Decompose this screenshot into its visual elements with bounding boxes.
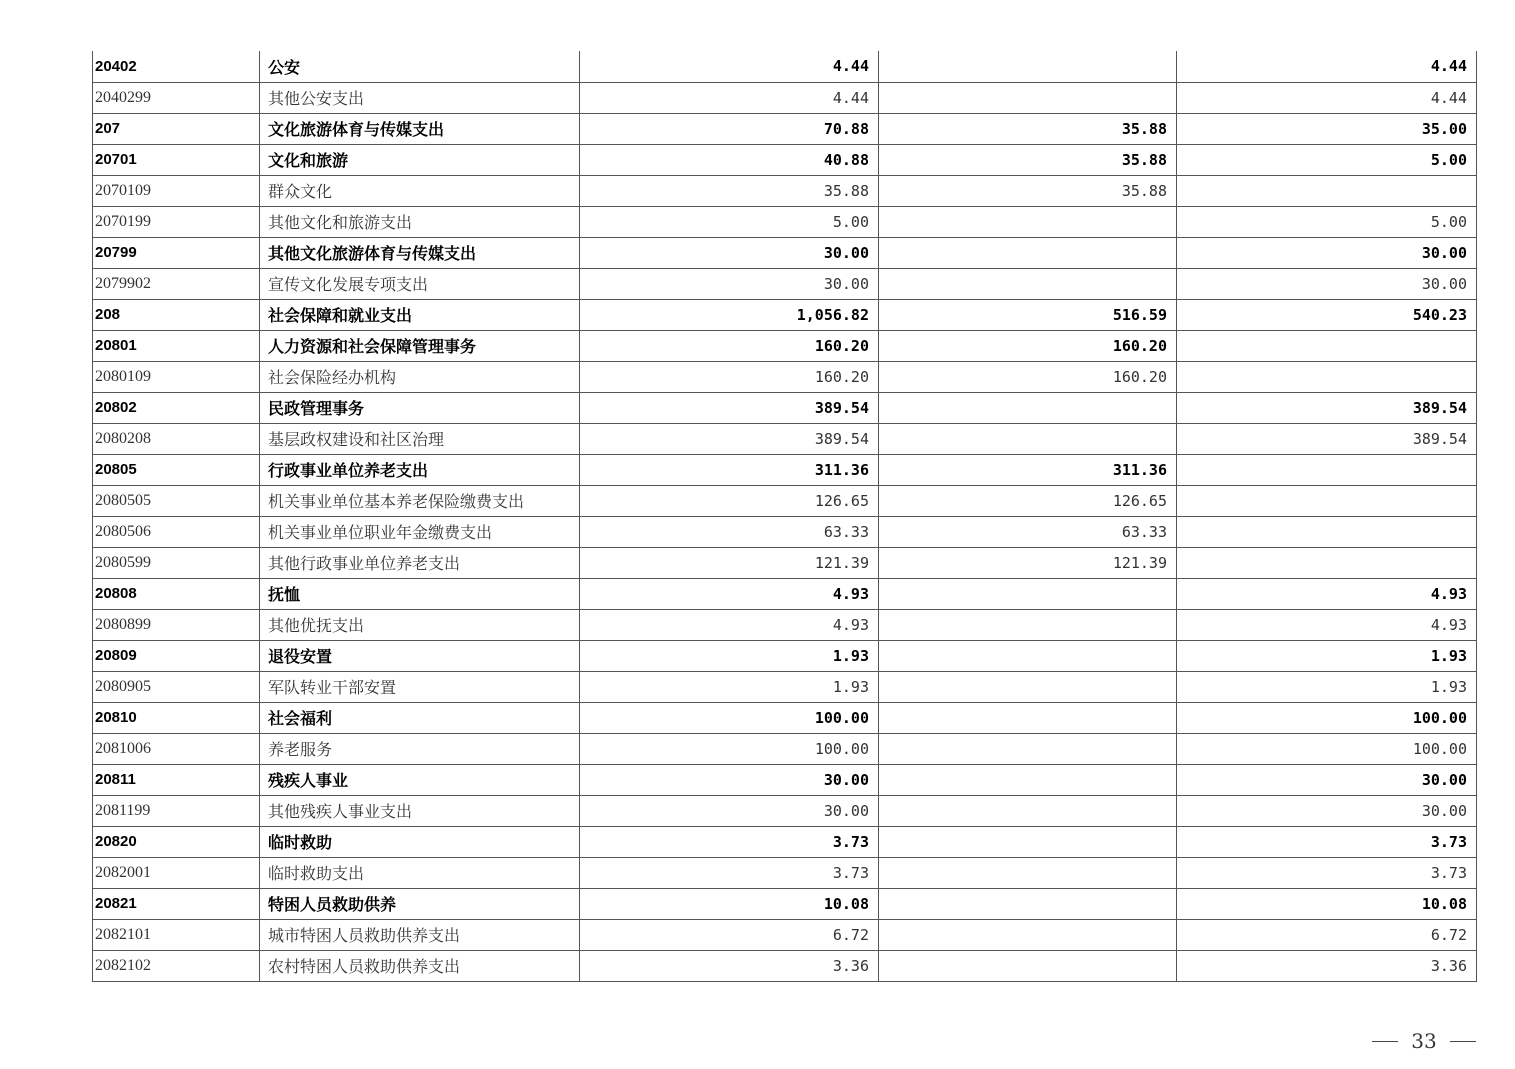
code-cell: 2080899: [93, 609, 260, 640]
total-amount-cell: 1,056.82: [580, 299, 879, 330]
total-amount-cell: 30.00: [580, 764, 879, 795]
project-expenditure-cell: 30.00: [1177, 237, 1477, 268]
table-row: [93, 361, 1477, 392]
total-amount-cell: 30.00: [580, 237, 879, 268]
project-expenditure-cell: 30.00: [1177, 795, 1477, 826]
total-amount-cell: 35.88: [580, 175, 879, 206]
total-amount-cell: 6.72: [580, 919, 879, 950]
budget-table-body: [93, 51, 1477, 981]
code-cell: 20805: [93, 454, 260, 485]
basic-expenditure-cell: 121.39: [879, 547, 1177, 578]
project-expenditure-cell: [1177, 547, 1477, 578]
table-row: [93, 764, 1477, 795]
subject-name-cell: 社会保险经办机构: [260, 361, 580, 392]
total-amount-cell: 30.00: [580, 795, 879, 826]
table-row: [93, 392, 1477, 423]
table-row: [93, 919, 1477, 950]
project-expenditure-cell: 4.44: [1177, 51, 1477, 82]
total-amount-cell: 100.00: [580, 702, 879, 733]
project-expenditure-cell: [1177, 175, 1477, 206]
total-amount-cell: 1.93: [580, 671, 879, 702]
basic-expenditure-cell: [879, 702, 1177, 733]
subject-name-cell: 社会福利: [260, 702, 580, 733]
code-cell: 2079902: [93, 268, 260, 299]
subject-name-cell: 临时救助: [260, 826, 580, 857]
table-row: [93, 702, 1477, 733]
table-row: [93, 516, 1477, 547]
project-expenditure-cell: 30.00: [1177, 764, 1477, 795]
subject-name-cell: 人力资源和社会保障管理事务: [260, 330, 580, 361]
table-row: [93, 640, 1477, 671]
basic-expenditure-cell: 311.36: [879, 454, 1177, 485]
total-amount-cell: 10.08: [580, 888, 879, 919]
subject-name-cell: 农村特困人员救助供养支出: [260, 950, 580, 981]
basic-expenditure-cell: [879, 857, 1177, 888]
basic-expenditure-cell: [879, 578, 1177, 609]
project-expenditure-cell: 3.36: [1177, 950, 1477, 981]
table-row: [93, 330, 1477, 361]
subject-name-cell: 其他文化和旅游支出: [260, 206, 580, 237]
project-expenditure-cell: 3.73: [1177, 826, 1477, 857]
basic-expenditure-cell: [879, 888, 1177, 919]
subject-name-cell: 其他优抚支出: [260, 609, 580, 640]
subject-name-cell: 残疾人事业: [260, 764, 580, 795]
project-expenditure-cell: 35.00: [1177, 113, 1477, 144]
table-row: [93, 144, 1477, 175]
code-cell: 2082102: [93, 950, 260, 981]
subject-name-cell: 行政事业单位养老支出: [260, 454, 580, 485]
basic-expenditure-cell: [879, 206, 1177, 237]
table-row: [93, 485, 1477, 516]
code-cell: 20799: [93, 237, 260, 268]
total-amount-cell: 40.88: [580, 144, 879, 175]
basic-expenditure-cell: 63.33: [879, 516, 1177, 547]
table-row: [93, 547, 1477, 578]
subject-name-cell: 特困人员救助供养: [260, 888, 580, 919]
project-expenditure-cell: 4.93: [1177, 609, 1477, 640]
table-row: [93, 51, 1477, 82]
table-row: [93, 175, 1477, 206]
basic-expenditure-cell: 126.65: [879, 485, 1177, 516]
total-amount-cell: 4.44: [580, 51, 879, 82]
subject-name-cell: 城市特困人员救助供养支出: [260, 919, 580, 950]
subject-name-cell: 民政管理事务: [260, 392, 580, 423]
code-cell: 20802: [93, 392, 260, 423]
total-amount-cell: 160.20: [580, 330, 879, 361]
basic-expenditure-cell: [879, 392, 1177, 423]
page-number: 33: [1411, 1029, 1437, 1053]
code-cell: 2080506: [93, 516, 260, 547]
code-cell: 20820: [93, 826, 260, 857]
table-row: [93, 888, 1477, 919]
code-cell: 208: [93, 299, 260, 330]
project-expenditure-cell: [1177, 516, 1477, 547]
basic-expenditure-cell: 35.88: [879, 175, 1177, 206]
total-amount-cell: 100.00: [580, 733, 879, 764]
total-amount-cell: 389.54: [580, 423, 879, 454]
subject-name-cell: 抚恤: [260, 578, 580, 609]
total-amount-cell: 389.54: [580, 392, 879, 423]
subject-name-cell: 社会保障和就业支出: [260, 299, 580, 330]
project-expenditure-cell: 4.44: [1177, 82, 1477, 113]
project-expenditure-cell: 3.73: [1177, 857, 1477, 888]
footer-dash-right: [1450, 1041, 1476, 1042]
table-row: [93, 950, 1477, 981]
code-cell: 20811: [93, 764, 260, 795]
code-cell: 2040299: [93, 82, 260, 113]
table-row: [93, 423, 1477, 454]
total-amount-cell: 121.39: [580, 547, 879, 578]
subject-name-cell: 机关事业单位基本养老保险缴费支出: [260, 485, 580, 516]
table-row: [93, 454, 1477, 485]
code-cell: 2080208: [93, 423, 260, 454]
project-expenditure-cell: 1.93: [1177, 640, 1477, 671]
table-row: [93, 206, 1477, 237]
table-row: [93, 113, 1477, 144]
code-cell: 20808: [93, 578, 260, 609]
budget-table: [92, 51, 1477, 982]
project-expenditure-cell: 540.23: [1177, 299, 1477, 330]
project-expenditure-cell: 5.00: [1177, 144, 1477, 175]
code-cell: 2081006: [93, 733, 260, 764]
project-expenditure-cell: 5.00: [1177, 206, 1477, 237]
basic-expenditure-cell: [879, 609, 1177, 640]
subject-name-cell: 其他文化旅游体育与传媒支出: [260, 237, 580, 268]
code-cell: 2080505: [93, 485, 260, 516]
basic-expenditure-cell: 35.88: [879, 144, 1177, 175]
subject-name-cell: 退役安置: [260, 640, 580, 671]
table-row: [93, 857, 1477, 888]
project-expenditure-cell: 10.08: [1177, 888, 1477, 919]
project-expenditure-cell: [1177, 454, 1477, 485]
table-row: [93, 299, 1477, 330]
total-amount-cell: 70.88: [580, 113, 879, 144]
total-amount-cell: 63.33: [580, 516, 879, 547]
total-amount-cell: 5.00: [580, 206, 879, 237]
total-amount-cell: 4.93: [580, 578, 879, 609]
project-expenditure-cell: 4.93: [1177, 578, 1477, 609]
total-amount-cell: 3.73: [580, 857, 879, 888]
total-amount-cell: 126.65: [580, 485, 879, 516]
basic-expenditure-cell: 35.88: [879, 113, 1177, 144]
code-cell: 2070109: [93, 175, 260, 206]
subject-name-cell: 公安: [260, 51, 580, 82]
table-row: [93, 795, 1477, 826]
basic-expenditure-cell: [879, 764, 1177, 795]
table-row: [93, 609, 1477, 640]
project-expenditure-cell: 389.54: [1177, 392, 1477, 423]
project-expenditure-cell: 30.00: [1177, 268, 1477, 299]
project-expenditure-cell: 389.54: [1177, 423, 1477, 454]
table-row: [93, 237, 1477, 268]
basic-expenditure-cell: [879, 423, 1177, 454]
total-amount-cell: 160.20: [580, 361, 879, 392]
table-row: [93, 578, 1477, 609]
subject-name-cell: 军队转业干部安置: [260, 671, 580, 702]
project-expenditure-cell: 1.93: [1177, 671, 1477, 702]
basic-expenditure-cell: 160.20: [879, 361, 1177, 392]
project-expenditure-cell: 100.00: [1177, 702, 1477, 733]
table-row: [93, 826, 1477, 857]
basic-expenditure-cell: 160.20: [879, 330, 1177, 361]
total-amount-cell: 1.93: [580, 640, 879, 671]
subject-name-cell: 其他残疾人事业支出: [260, 795, 580, 826]
project-expenditure-cell: [1177, 361, 1477, 392]
subject-name-cell: 临时救助支出: [260, 857, 580, 888]
code-cell: 2080599: [93, 547, 260, 578]
basic-expenditure-cell: [879, 919, 1177, 950]
subject-name-cell: 其他行政事业单位养老支出: [260, 547, 580, 578]
project-expenditure-cell: [1177, 485, 1477, 516]
code-cell: 20809: [93, 640, 260, 671]
code-cell: 2081199: [93, 795, 260, 826]
table-row: [93, 671, 1477, 702]
total-amount-cell: 3.73: [580, 826, 879, 857]
code-cell: 207: [93, 113, 260, 144]
code-cell: 2080905: [93, 671, 260, 702]
code-cell: 2082001: [93, 857, 260, 888]
total-amount-cell: 30.00: [580, 268, 879, 299]
subject-name-cell: 基层政权建设和社区治理: [260, 423, 580, 454]
project-expenditure-cell: 6.72: [1177, 919, 1477, 950]
basic-expenditure-cell: [879, 82, 1177, 113]
basic-expenditure-cell: [879, 733, 1177, 764]
code-cell: 20821: [93, 888, 260, 919]
subject-name-cell: 文化旅游体育与传媒支出: [260, 113, 580, 144]
table-row: [93, 268, 1477, 299]
project-expenditure-cell: [1177, 330, 1477, 361]
basic-expenditure-cell: [879, 950, 1177, 981]
total-amount-cell: 4.93: [580, 609, 879, 640]
basic-expenditure-cell: [879, 826, 1177, 857]
basic-expenditure-cell: [879, 51, 1177, 82]
basic-expenditure-cell: 516.59: [879, 299, 1177, 330]
table-row: [93, 82, 1477, 113]
subject-name-cell: 文化和旅游: [260, 144, 580, 175]
project-expenditure-cell: 100.00: [1177, 733, 1477, 764]
code-cell: 2070199: [93, 206, 260, 237]
basic-expenditure-cell: [879, 640, 1177, 671]
page-footer: [1372, 1026, 1476, 1056]
code-cell: 20801: [93, 330, 260, 361]
basic-expenditure-cell: [879, 237, 1177, 268]
code-cell: 20701: [93, 144, 260, 175]
code-cell: 20810: [93, 702, 260, 733]
table-row: [93, 733, 1477, 764]
total-amount-cell: 3.36: [580, 950, 879, 981]
subject-name-cell: 其他公安支出: [260, 82, 580, 113]
subject-name-cell: 养老服务: [260, 733, 580, 764]
code-cell: 2080109: [93, 361, 260, 392]
code-cell: 2082101: [93, 919, 260, 950]
subject-name-cell: 群众文化: [260, 175, 580, 206]
footer-dash-left: [1372, 1041, 1398, 1042]
subject-name-cell: 宣传文化发展专项支出: [260, 268, 580, 299]
code-cell: 20402: [93, 51, 260, 82]
basic-expenditure-cell: [879, 795, 1177, 826]
total-amount-cell: 4.44: [580, 82, 879, 113]
basic-expenditure-cell: [879, 671, 1177, 702]
total-amount-cell: 311.36: [580, 454, 879, 485]
basic-expenditure-cell: [879, 268, 1177, 299]
subject-name-cell: 机关事业单位职业年金缴费支出: [260, 516, 580, 547]
